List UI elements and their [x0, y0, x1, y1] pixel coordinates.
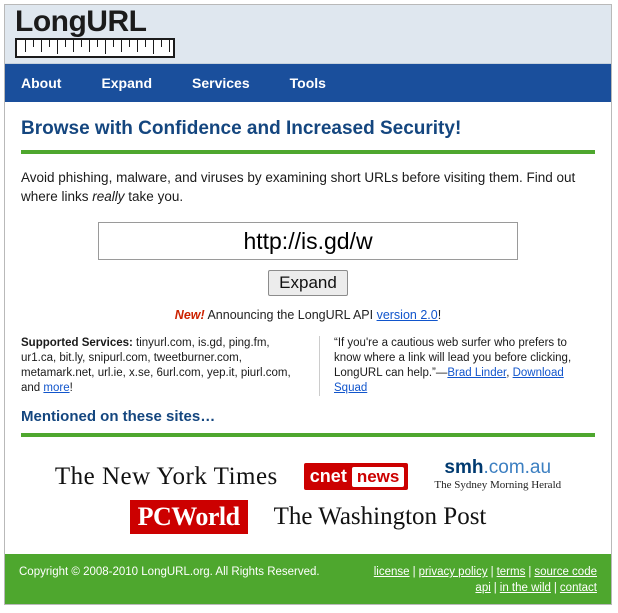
api-text-after: ! [437, 308, 442, 322]
testimonial-quote: “If you're a cautious web surfer who prefers to know where a link will lead you before clicking, LongURL can help.”—Brad Linder, Download Squad [319, 336, 595, 396]
api-text-before: Announcing the LongURL API [204, 308, 377, 322]
divider-green-top [21, 150, 595, 154]
logo-cnet-news: news [352, 467, 405, 487]
logo-cnet [304, 463, 409, 490]
main-navigation [5, 64, 611, 102]
supported-services-list: tinyurl.com, is.gd, ping.fm, ur1.ca, bit.ly, snipurl.com, tweetburner.com, metamark.net, url.ie, x.se, 6url.com, yep.it, piurl.com, and [21, 337, 291, 394]
supported-services [21, 336, 301, 396]
logo-smh-domain: .com.au [483, 457, 552, 478]
quote-author-link[interactable]: Brad Linder [447, 367, 507, 379]
info-columns [21, 336, 595, 396]
supported-services-label: Supported Services: [21, 337, 133, 349]
page-frame [4, 4, 612, 605]
api-version-link[interactable]: version 2.0 [376, 308, 438, 322]
footer-link-api[interactable]: api [475, 582, 491, 594]
logo-cnet-word: cnet [309, 466, 347, 486]
api-new-badge: New! [174, 308, 205, 322]
press-logos [21, 451, 595, 546]
footer-links-row-1 [374, 564, 597, 580]
divider-green-bottom [21, 433, 595, 437]
ruler-icon [15, 38, 175, 58]
footer-links-row-2 [374, 580, 597, 596]
intro-text-before: Avoid phishing, malware, and viruses by examining short URLs before visiting them. Find out where links [21, 170, 576, 204]
footer-links [374, 564, 597, 594]
press-logo-row-2 [21, 500, 595, 534]
intro-emphasis: really [92, 189, 125, 204]
footer-link-source-code[interactable]: source code [534, 566, 597, 578]
url-input[interactable] [98, 222, 518, 260]
site-header [5, 5, 611, 64]
footer-sep-4: | [493, 582, 497, 594]
api-announcement [21, 308, 595, 322]
site-footer [5, 554, 611, 604]
page-title: Browse with Confidence and Increased Security! [21, 118, 462, 139]
logo-pcworld: PCWorld [130, 500, 248, 534]
footer-link-privacy-policy[interactable]: privacy policy [418, 566, 488, 578]
site-logo[interactable] [13, 7, 183, 61]
expand-button[interactable]: Expand [268, 270, 348, 296]
footer-link-terms[interactable]: terms [496, 566, 526, 578]
quote-text: “If you're a cautious web surfer who prefers to know where a link will lead you before clicking, LongURL can help.”— [334, 337, 572, 379]
footer-link-contact[interactable]: contact [559, 582, 597, 594]
logo-wordmark: LongURL [15, 5, 147, 38]
logo-smh-name: smh [444, 457, 484, 478]
logo-new-york-times: The New York Times [54, 462, 278, 490]
logo-smh-top [444, 457, 551, 478]
mentioned-heading: Mentioned on these sites… [21, 408, 216, 425]
nav-item-tools[interactable]: Tools [289, 75, 326, 91]
supported-services-more-link[interactable]: more [43, 382, 70, 394]
nav-item-expand[interactable]: Expand [101, 75, 153, 91]
footer-sep-2: | [490, 566, 494, 578]
nav-item-services[interactable]: Services [192, 75, 250, 91]
quote-source-link[interactable]: Download Squad [334, 367, 564, 394]
main-content-area [5, 102, 611, 554]
supported-services-end: ! [69, 382, 73, 394]
logo-washington-post: The Washington Post [273, 503, 487, 530]
footer-copyright: Copyright © 2008-2010 LongURL.org. All Rights Reserved. [19, 566, 320, 578]
logo-smh-subtitle: The Sydney Morning Herald [434, 479, 562, 491]
nav-item-about[interactable]: About [21, 75, 62, 91]
intro-paragraph [21, 168, 595, 206]
url-input-row [21, 222, 595, 260]
footer-sep-3: | [528, 566, 532, 578]
intro-text-after: take you. [124, 189, 184, 204]
expand-button-row [21, 270, 595, 296]
footer-sep-1: | [412, 566, 416, 578]
content-column [5, 118, 611, 546]
footer-link-license[interactable]: license [373, 566, 410, 578]
logo-smh [434, 459, 561, 494]
footer-link-in-the-wild[interactable]: in the wild [499, 582, 551, 594]
press-logo-row-1 [21, 459, 595, 494]
footer-sep-5: | [553, 582, 557, 594]
